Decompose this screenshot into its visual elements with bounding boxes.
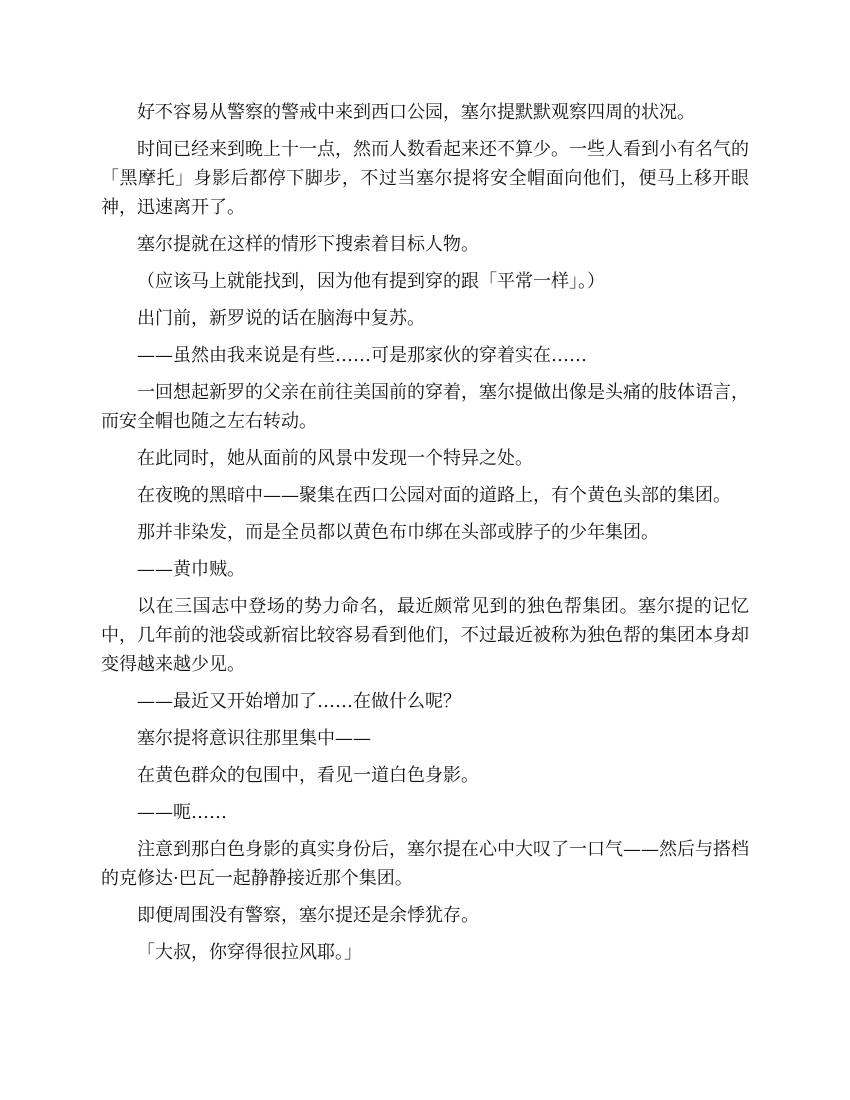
body-text [101,98,749,975]
paragraph: 以在三国志中登场的势力命名，最近颇常见到的独色帮集团。塞尔提的记忆中，几年前的池袋或新宿比较容易看到他们，不过最近被称为独色帮的集团本身却变得越来越少见。 [101,596,749,675]
paragraph: 那并非染发，而是全员都以黄色布巾绑在头部或脖子的少年集团。 [137,522,659,543]
paragraph: 塞尔提就在这样的情形下搜索着目标人物。 [137,234,479,255]
paragraph: 一回想起新罗的父亲在前往美国前的穿着，塞尔提做出像是头痛的肢体语言，而安全帽也随之左右转动。 [101,382,749,432]
paragraph: ——黄巾贼。 [137,559,245,580]
paragraph: 在夜晚的黑暗中——聚集在西口公园对面的道路上，有个黄色头部的集团。 [137,485,731,506]
paragraph: ——虽然由我来说是有些……可是那家伙的穿着实在…… [137,345,587,366]
paragraph: 在黄色群众的包围中，看见一道白色身影。 [137,765,479,786]
paragraph: 即便周围没有警察，塞尔提还是余悸犹存。 [137,905,479,926]
paragraph: 时间已经来到晚上十一点，然而人数看起来还不算少。一些人看到小有名气的「黑摩托」身影后都停下脚步，不过当塞尔提将安全帽面向他们，便马上移开眼神，迅速离开了。 [101,139,749,218]
paragraph: 出门前，新罗说的话在脑海中复苏。 [137,308,425,329]
paragraph: 在此同时，她从面前的风景中发现一个特异之处。 [137,448,533,469]
paragraph: ——呃…… [137,802,227,823]
paragraph: 好不容易从警察的警戒中来到西口公园，塞尔提默默观察四周的状况。 [137,102,695,123]
paragraph: 「大叔，你穿得很拉风耶。」 [137,942,362,963]
paragraph: ——最近又开始增加了……在做什么呢？ [137,691,461,712]
paragraph: 注意到那白色身影的真实身份后，塞尔提在心中大叹了一口气——然后与搭档的克修达·巴瓦一起静静接近那个集团。 [101,839,749,889]
paragraph: 塞尔提将意识往那里集中—— [137,728,371,749]
paragraph: （应该马上就能找到，因为他有提到穿的跟「平常一样」。） [137,271,605,292]
